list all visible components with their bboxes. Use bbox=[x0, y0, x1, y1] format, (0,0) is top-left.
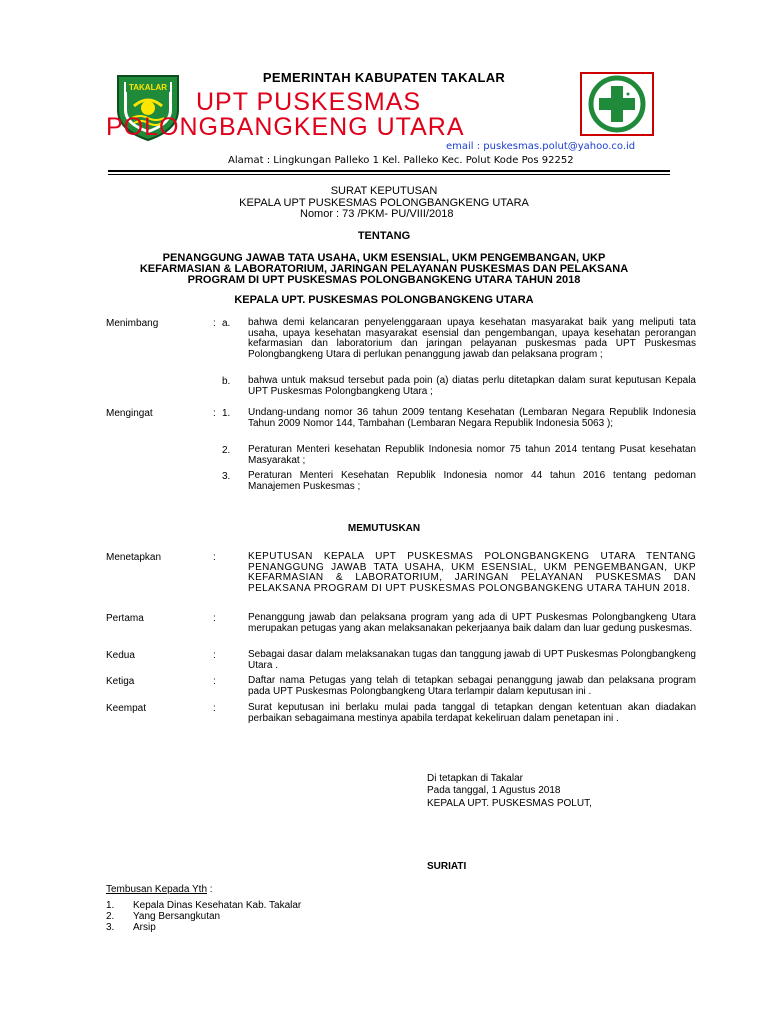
mengingat-label: Mengingat bbox=[106, 408, 153, 419]
subject-line-1: PENANGGUNG JAWAB TATA USAHA, UKM ESENSIAL, UKM PENGEMBANGAN, UKP bbox=[162, 252, 606, 264]
document-issuer: KEPALA UPT PUSKESMAS POLONGBANGKENG UTARA bbox=[239, 197, 529, 209]
organization-name-line-2: POLONGBANGKENG UTARA bbox=[106, 113, 465, 141]
signatory-name: SURIATI bbox=[427, 861, 467, 872]
mengingat-marker-2: 2. bbox=[222, 445, 231, 456]
mengingat-colon: : bbox=[213, 408, 216, 419]
kedua-text: Sebagai dasar dalam melaksanakan tugas dan tanggung jawab di UPT Puskesmas Polongbangkeng Utara . bbox=[248, 649, 696, 671]
keempat-colon: : bbox=[213, 703, 216, 714]
document-type: SURAT KEPUTUSAN bbox=[330, 185, 438, 197]
ketiga-text: Daftar nama Petugas yang telah di tetapkan sebagai penanggung jawab dan pelaksana program pada UPT Puskesmas Polongbangkeng Utara terlampir dalam keputusan ini . bbox=[248, 675, 696, 697]
organization-name-line-1: UPT PUSKESMAS bbox=[196, 88, 422, 116]
signature-date: Pada tanggal, 1 Agustus 2018 bbox=[427, 785, 561, 796]
cc-heading bbox=[106, 884, 213, 895]
letterhead-rule-thick bbox=[108, 170, 670, 172]
menimbang-marker-b: b. bbox=[222, 376, 231, 387]
about-heading: TENTANG bbox=[357, 230, 411, 242]
mengingat-marker-1: 1. bbox=[222, 408, 231, 419]
ketiga-colon: : bbox=[213, 676, 216, 687]
pertama-label: Pertama bbox=[106, 613, 144, 624]
cc-marker-2: 2. bbox=[106, 911, 115, 922]
cc-marker-1: 1. bbox=[106, 900, 115, 911]
menetapkan-text: KEPUTUSAN KEPALA UPT PUSKESMAS POLONGBANGKENG UTARA TENTANG PENANGGUNG JAWAB TATA USAHA, UKM ESENSIAL, UKM PENGEMBANGAN, UKP KEFARMASIAN & LABORATORIUM, JARINGAN PELAYANAN PUSKESMAS DAN PELAKSANA PROGRAM DI UPT PUSKESMAS POLONGBANGKENG UTARA TAHUN 2018. bbox=[248, 551, 696, 594]
email-address: email : puskesmas.polut@yahoo.co.id bbox=[446, 141, 636, 152]
menimbang-item-a: bahwa demi kelancaran penyelenggaraan upaya kesehatan masyarakat baik yang meliputi tata usaha, upaya kesehatan masyarakat esensial dan pengembangan, upaya kesehatan perorangan kefarmasian dan laboratorium dan jaringan pelayanan puskesmas pada UPT Puskesmas Polongbangkeng Utara di perlukan penanggung jawab dan pelaksana program ; bbox=[248, 317, 696, 360]
mengingat-item-1: Undang-undang nomor 36 tahun 2009 tentang Kesehatan (Lembaran Negara Republik Indonesia Tahun 2009 Nomor 144, Tambahan (Lembaran Negara Republik Indonesia 5063 ); bbox=[248, 407, 696, 429]
cc-marker-3: 3. bbox=[106, 922, 115, 933]
signature-position: KEPALA UPT. PUSKESMAS POLUT, bbox=[427, 798, 592, 809]
letterhead-rule-thin bbox=[108, 174, 670, 175]
menimbang-label: Menimbang bbox=[106, 318, 159, 329]
mengingat-marker-3: 3. bbox=[222, 471, 231, 482]
menimbang-colon: : bbox=[213, 318, 216, 329]
cc-item-3: Arsip bbox=[133, 922, 156, 933]
document-number: Nomor : 73 /PKM- PU/VIII/2018 bbox=[300, 208, 454, 220]
menetapkan-label: Menetapkan bbox=[106, 552, 162, 563]
emblem-lettering: TAKALAR bbox=[128, 83, 168, 92]
menimbang-marker-a: a. bbox=[222, 318, 231, 329]
cc-heading-colon: : bbox=[207, 884, 213, 895]
keempat-label: Keempat bbox=[106, 703, 147, 714]
office-address: Alamat : Lingkungan Palleko 1 Kel. Palleko Kec. Polut Kode Pos 92252 bbox=[228, 155, 574, 166]
pertama-colon: : bbox=[213, 613, 216, 624]
cc-item-1: Kepala Dinas Kesehatan Kab. Takalar bbox=[133, 900, 302, 911]
keempat-text: Surat keputusan ini berlaku mulai pada tanggal di tetapkan dengan ketentuan akan diadakan perbaikan sebagaimana mestinya apabila terdapat kekeliruan dalam penetapan ini . bbox=[248, 702, 696, 724]
mengingat-item-3: Peraturan Menteri Kesehatan Republik Indonesia nomor 44 tahun 2016 tentang pedoman Manajemen Puskesmas ; bbox=[248, 470, 696, 492]
head-of-office-heading: KEPALA UPT. PUSKESMAS POLONGBANGKENG UTARA bbox=[234, 294, 534, 306]
puskesmas-green-cross-icon bbox=[580, 72, 654, 136]
subject-line-2: KEFARMASIAN & LABORATORIUM, JARINGAN PELAYANAN PUSKESMAS DAN PELAKSANA bbox=[139, 263, 629, 275]
subject-line-3: PROGRAM DI UPT PUSKESMAS POLONGBANGKENG UTARA TAHUN 2018 bbox=[187, 274, 581, 286]
kedua-label: Kedua bbox=[106, 650, 135, 661]
menimbang-item-b: bahwa untuk maksud tersebut pada poin (a) diatas perlu ditetapkan dalam surat keputusan Kepala UPT Puskesmas Polongbangkeng Utara ; bbox=[248, 375, 696, 397]
menetapkan-colon: : bbox=[213, 552, 216, 563]
mengingat-item-2: Peraturan Menteri kesehatan Republik Indonesia nomor 75 tahun 2014 tentang Pusat kesehatan Masyarakat ; bbox=[248, 444, 696, 466]
ketiga-label: Ketiga bbox=[106, 676, 135, 687]
kedua-colon: : bbox=[213, 650, 216, 661]
government-heading: PEMERINTAH KABUPATEN TAKALAR bbox=[262, 70, 506, 85]
cc-item-2: Yang Bersangkutan bbox=[133, 911, 221, 922]
signature-place: Di tetapkan di Takalar bbox=[427, 773, 523, 784]
memutuskan-heading: MEMUTUSKAN bbox=[347, 523, 421, 534]
cc-heading-text: Tembusan Kepada Yth bbox=[106, 884, 208, 895]
pertama-text: Penanggung jawab dan pelaksana program yang ada di UPT Puskesmas Polongbangkeng Utara merupakan petugas yang akan melaksanakan pekerjaanya baik dalam dan luar gedung puskesmas. bbox=[248, 612, 696, 634]
